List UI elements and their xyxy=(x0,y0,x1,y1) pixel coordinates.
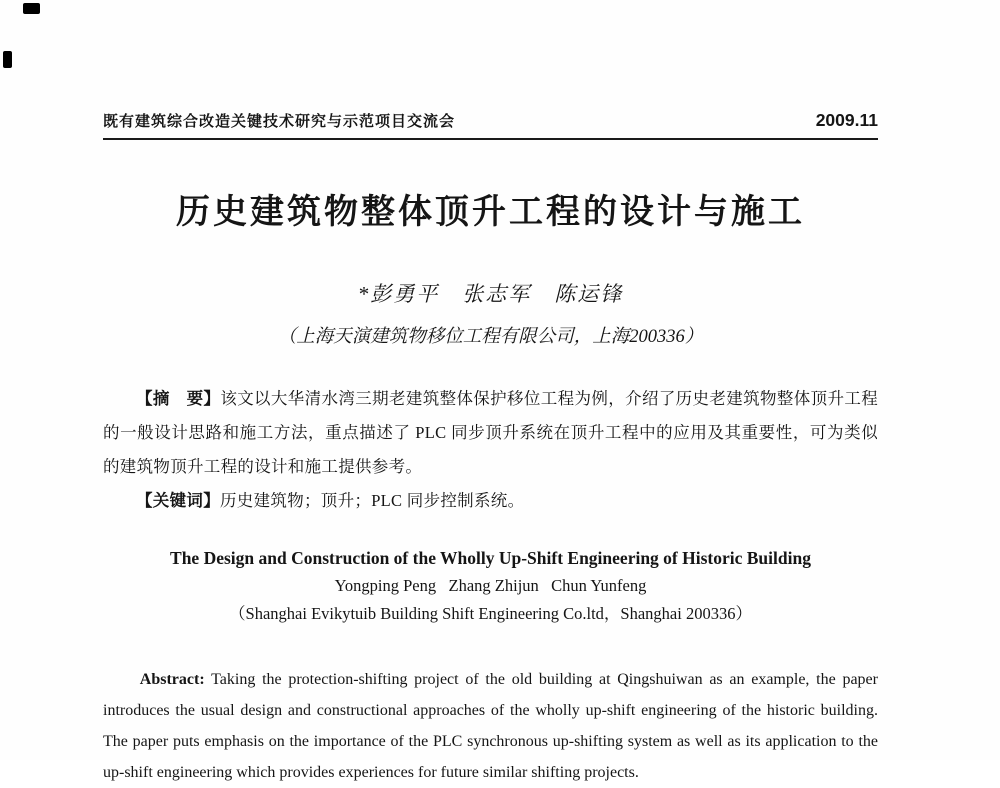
header-rule xyxy=(103,138,878,140)
abstract-en xyxy=(103,664,878,788)
page-header xyxy=(103,110,878,131)
scan-artifact xyxy=(23,3,40,14)
abstract-cn-label: 【摘 要】 xyxy=(136,389,221,408)
keywords-cn xyxy=(103,484,878,518)
abstract-en-label: Abstract: xyxy=(139,671,205,688)
authors-cn: *彭勇平 张志军 陈运锋 xyxy=(357,282,624,306)
paper-title-en: The Design and Construction of the Wholly Up-Shift Engineering of Historic Building xyxy=(170,548,811,568)
affiliation-en: （Shanghai Evikytuib Building Shift Engineering Co.ltd，Shanghai 200336） xyxy=(229,604,752,623)
abstract-cn xyxy=(103,382,878,484)
paper-title-cn: 历史建筑物整体顶升工程的设计与施工 xyxy=(176,193,805,231)
keywords-cn-label: 【关键词】 xyxy=(136,491,220,510)
scan-artifact xyxy=(3,51,12,68)
abstract-en-text: Taking the protection-shifting project of the old building at Qingshuiwan as an example, the paper introduces the usual design and constructional approaches of the wholly up-shift engineering of the historic building. The paper puts emphasis on the importance of the PLC synchronous up-shifting system as well as its application to the up-shift engineering which provides experiences for future similar shifting projects. xyxy=(103,671,878,781)
abstract-cn-text: 该文以大华清水湾三期老建筑整体保护移位工程为例，介绍了历史老建筑物整体顶升工程的一般设计思路和施工方法，重点描述了 PLC 同步顶升系统在顶升工程中的应用及其重要性，可为类似的建筑物顶升工程的设计和施工提供参考。 xyxy=(103,389,878,476)
issue-date: 2009.11 xyxy=(815,110,878,130)
keywords-cn-text: 历史建筑物；顶升；PLC 同步控制系统。 xyxy=(220,491,525,510)
authors-en: Yongping Peng Zhang Zhijun Chun Yunfeng xyxy=(334,576,647,595)
conference-name: 既有建筑综合改造关键技术研究与示范项目交流会 xyxy=(103,114,456,130)
affiliation-cn: （上海天演建筑物移位工程有限公司，上海200336） xyxy=(277,327,704,347)
